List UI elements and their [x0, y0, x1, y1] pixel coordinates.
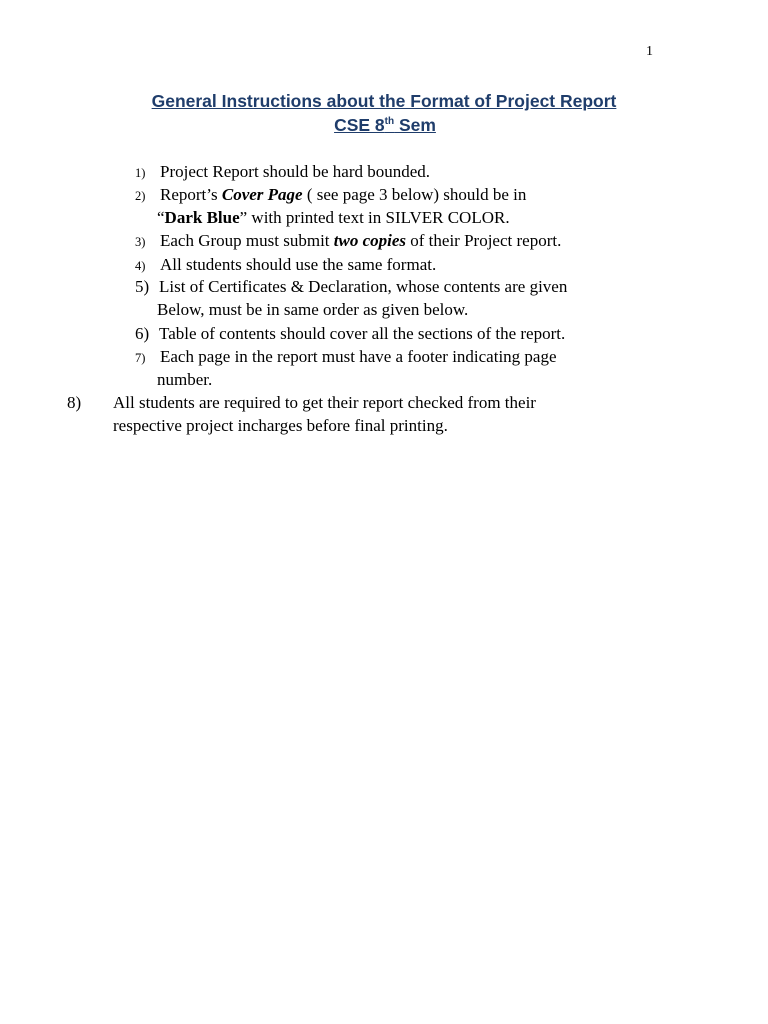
subtitle-suffix: Sem	[394, 115, 436, 135]
item-number: 8)	[67, 393, 82, 412]
item-text-post: of their Project report.	[406, 231, 562, 250]
item-text: Project Report should be hard bounded.	[160, 162, 431, 181]
list-item-1	[135, 162, 430, 183]
list-item-7-continuation: number.	[157, 370, 213, 389]
list-item-7	[135, 347, 557, 368]
item-number: 7)	[135, 351, 146, 365]
page-number: 1	[646, 44, 653, 59]
item-emphasis: two copies	[333, 231, 407, 250]
document-title: General Instructions about the Format of Project Report	[151, 91, 617, 111]
item-text-post: ( see page 3 below) should be in	[302, 185, 527, 204]
item-text: Each page in the report must have a footer indicating page	[160, 347, 557, 366]
subtitle-sup: th	[384, 116, 395, 128]
item-number: 1)	[135, 166, 146, 180]
item-number: 2)	[135, 189, 146, 203]
list-item-8	[67, 393, 536, 413]
item-number: 5)	[135, 277, 150, 296]
item-bold: Dark Blue	[164, 208, 240, 227]
list-item-3	[135, 231, 561, 252]
item-cont-text: ” with printed text in SILVER COLOR.	[239, 208, 510, 227]
list-item-6	[135, 324, 565, 344]
item-number: 6)	[135, 324, 150, 343]
item-emphasis: Cover Page	[221, 185, 303, 204]
quote-open: “	[157, 208, 165, 227]
document-subtitle	[1, 115, 768, 136]
item-text: All students should use the same format.	[160, 255, 437, 274]
item-number: 4)	[135, 259, 146, 273]
item-text: All students are required to get their report checked from their	[113, 393, 536, 412]
subtitle-prefix: CSE 8	[334, 115, 385, 135]
list-item-4	[135, 255, 436, 276]
item-text-pre: Report’s	[160, 185, 222, 204]
list-item-2	[135, 185, 526, 206]
list-item-5	[135, 277, 567, 297]
item-text-pre: Each Group must submit	[160, 231, 334, 250]
list-item-5-continuation: Below, must be in same order as given below.	[157, 300, 469, 319]
list-item-8-continuation: respective project incharges before final printing.	[113, 416, 448, 435]
item-number: 3)	[135, 235, 146, 249]
item-text: List of Certificates & Declaration, whose contents are given	[159, 277, 568, 296]
list-item-2-continuation	[157, 208, 510, 228]
item-text: Table of contents should cover all the sections of the report.	[159, 324, 566, 343]
